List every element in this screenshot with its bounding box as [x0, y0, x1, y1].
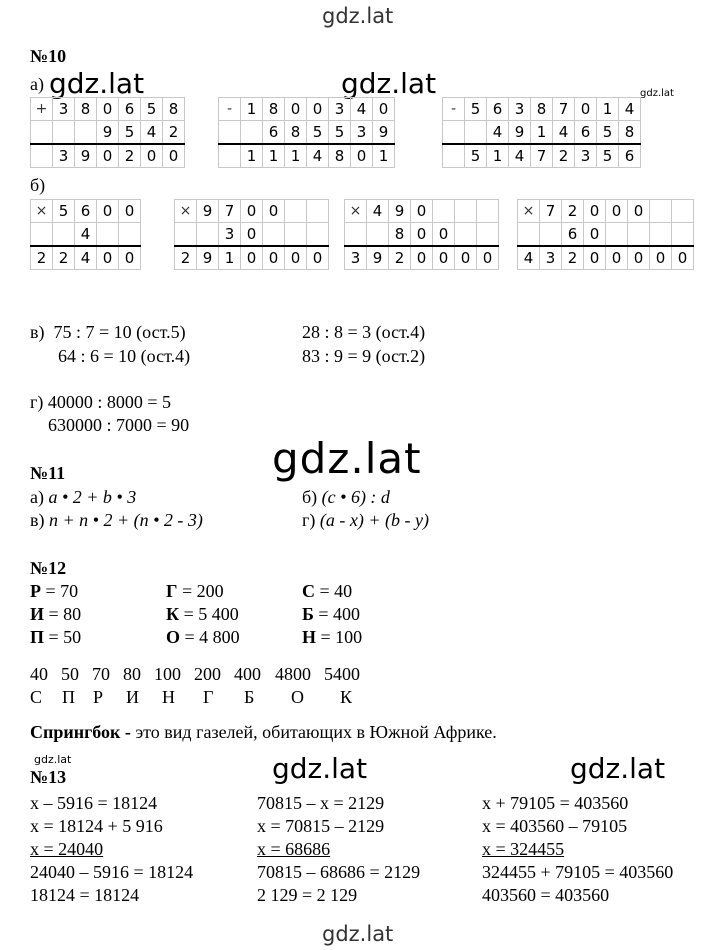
- expression-v: в) n + n • 2 + (n • 2 - 3): [30, 510, 203, 530]
- digit-cell: 0: [163, 144, 185, 168]
- digit-cell: [477, 223, 499, 247]
- digit-cell: [307, 200, 329, 223]
- problem-12-title: №12: [30, 558, 67, 578]
- digit-cell: 0: [241, 200, 263, 223]
- digit-cell: 8: [285, 121, 307, 145]
- digit-cell: 0: [307, 246, 329, 270]
- digit-cell: [518, 223, 540, 247]
- letter-value: О = 4 800: [166, 627, 240, 647]
- digit-cell: [241, 121, 263, 145]
- digit-cell: 6: [575, 121, 597, 145]
- digit-cell: 2: [389, 246, 411, 270]
- division-line: 83 : 9 = 9 (ост.2): [302, 346, 426, 366]
- decoded-letter: Р: [93, 687, 104, 707]
- digit-cell: 4: [307, 144, 329, 168]
- sorted-number: 80: [123, 664, 141, 684]
- digit-cell: 5: [465, 98, 487, 121]
- digit-cell: [31, 223, 53, 247]
- digit-cell: [75, 121, 97, 145]
- equation-answer: x = 24040: [30, 839, 104, 859]
- digit-cell: 2: [163, 121, 185, 145]
- digit-cell: 9: [389, 200, 411, 223]
- digit-cell: [97, 223, 119, 247]
- digit-cell: 2: [175, 246, 197, 270]
- digit-cell: [345, 223, 367, 247]
- watermark: gdz.lat: [34, 753, 72, 766]
- decoded-letter: Б: [244, 687, 255, 707]
- digit-cell: [119, 223, 141, 247]
- digit-cell: 6: [562, 223, 584, 247]
- division-line: 64 : 6 = 10 (ост.4): [58, 346, 191, 366]
- digit-cell: [307, 223, 329, 247]
- digit-cell: 0: [285, 246, 307, 270]
- equation-line: x + 79105 = 403560: [482, 793, 629, 813]
- digit-cell: [477, 200, 499, 223]
- digit-cell: 8: [619, 121, 641, 145]
- digit-cell: 0: [606, 200, 628, 223]
- digit-cell: [650, 223, 672, 247]
- equation-check: 18124 = 18124: [30, 885, 140, 905]
- operator-sign: -: [219, 98, 241, 121]
- watermark: gdz.lat: [570, 752, 666, 785]
- digit-cell: 1: [487, 144, 509, 168]
- digit-cell: 9: [97, 121, 119, 145]
- digit-cell: [443, 121, 465, 145]
- digit-cell: 2: [562, 246, 584, 270]
- digit-cell: 0: [97, 200, 119, 223]
- digit-cell: 1: [241, 144, 263, 168]
- digit-cell: 0: [628, 200, 650, 223]
- subtraction-column-2: [442, 97, 641, 168]
- digit-cell: 0: [307, 98, 329, 121]
- digit-cell: 0: [628, 246, 650, 270]
- part-a-label: а): [30, 74, 44, 94]
- digit-cell: [672, 223, 694, 247]
- digit-cell: 5: [307, 121, 329, 145]
- digit-cell: 1: [373, 144, 395, 168]
- watermark: gdz.lat: [272, 752, 368, 785]
- digit-cell: 0: [433, 246, 455, 270]
- digit-cell: 8: [263, 98, 285, 121]
- digit-cell: 0: [433, 223, 455, 247]
- equation-line: x = 70815 – 2129: [257, 816, 385, 836]
- digit-cell: 1: [241, 98, 263, 121]
- digit-cell: 9: [373, 121, 395, 145]
- operator-sign: ×: [31, 200, 53, 223]
- digit-cell: 3: [540, 246, 562, 270]
- operator-sign: ×: [175, 200, 197, 223]
- decoded-letter: И: [126, 687, 139, 707]
- decoded-letter: П: [62, 687, 75, 707]
- digit-cell: 1: [219, 246, 241, 270]
- digit-cell: 0: [97, 246, 119, 270]
- watermark: gdz.lat: [341, 67, 437, 100]
- digit-cell: 4: [619, 98, 641, 121]
- digit-cell: 0: [241, 246, 263, 270]
- digit-cell: 4: [75, 223, 97, 247]
- expression-a: а) a • 2 + b • 3: [30, 487, 137, 507]
- equation-check: 403560 = 403560: [482, 885, 610, 905]
- problem-10-title: №10: [30, 46, 67, 66]
- equation-line: x = 18124 + 5 916: [30, 816, 163, 836]
- digit-cell: 0: [285, 98, 307, 121]
- equation-line: x – 5916 = 18124: [30, 793, 158, 813]
- sorted-number: 200: [194, 664, 221, 684]
- digit-cell: [263, 223, 285, 247]
- digit-cell: 9: [197, 200, 219, 223]
- division-line: г) 40000 : 8000 = 5: [30, 392, 172, 412]
- sorted-number: 100: [154, 664, 181, 684]
- digit-cell: 1: [531, 121, 553, 145]
- digit-cell: 6: [619, 144, 641, 168]
- digit-cell: [53, 121, 75, 145]
- digit-cell: [672, 200, 694, 223]
- digit-cell: 3: [329, 98, 351, 121]
- watermark-large: gdz.lat: [272, 434, 422, 483]
- digit-cell: 3: [351, 121, 373, 145]
- digit-cell: 4: [141, 121, 163, 145]
- digit-cell: 4: [351, 98, 373, 121]
- digit-cell: 5: [465, 144, 487, 168]
- springbok-sentence: Спрингбок - это вид газелей, обитающих в Южной Африке.: [30, 722, 497, 742]
- letter-value: К = 5 400: [166, 604, 239, 624]
- digit-cell: [650, 200, 672, 223]
- digit-cell: 7: [540, 200, 562, 223]
- digit-cell: 6: [75, 200, 97, 223]
- digit-cell: [455, 200, 477, 223]
- decoded-letter: Г: [203, 687, 214, 707]
- decoded-letter: С: [30, 687, 43, 707]
- equation-check: 2 129 = 2 129: [257, 885, 358, 905]
- digit-cell: [31, 121, 53, 145]
- digit-cell: [31, 144, 53, 168]
- equation-line: x = 403560 – 79105: [482, 816, 628, 836]
- digit-cell: 0: [351, 144, 373, 168]
- digit-cell: 0: [455, 246, 477, 270]
- digit-cell: [455, 223, 477, 247]
- equation-line: 70815 – x = 2129: [257, 793, 385, 813]
- digit-cell: 3: [575, 144, 597, 168]
- division-line: в) 75 : 7 = 10 (ост.5): [30, 322, 186, 342]
- equation-check: 24040 – 5916 = 18124: [30, 862, 194, 882]
- digit-cell: 9: [367, 246, 389, 270]
- equation-answer: x = 324455: [482, 839, 565, 859]
- digit-cell: 4: [518, 246, 540, 270]
- digit-cell: 7: [531, 144, 553, 168]
- digit-cell: 0: [119, 246, 141, 270]
- digit-cell: 0: [650, 246, 672, 270]
- digit-cell: 7: [553, 98, 575, 121]
- digit-cell: 4: [509, 144, 531, 168]
- sorted-number: 50: [61, 664, 79, 684]
- sorted-number: 70: [92, 664, 110, 684]
- digit-cell: 8: [329, 144, 351, 168]
- digit-cell: 6: [487, 98, 509, 121]
- equation-check: 70815 – 68686 = 2129: [257, 862, 421, 882]
- letter-value: Б = 400: [302, 604, 361, 624]
- digit-cell: 9: [197, 246, 219, 270]
- digit-cell: 0: [411, 223, 433, 247]
- digit-cell: 5: [597, 144, 619, 168]
- digit-cell: 0: [606, 246, 628, 270]
- digit-cell: 3: [509, 98, 531, 121]
- digit-cell: 7: [219, 200, 241, 223]
- digit-cell: 5: [119, 121, 141, 145]
- digit-cell: [285, 200, 307, 223]
- letter-value: С = 40: [302, 581, 353, 601]
- digit-cell: 2: [119, 144, 141, 168]
- letter-value: Н = 100: [302, 627, 363, 647]
- letter-value: П = 50: [30, 627, 82, 647]
- digit-cell: 4: [553, 121, 575, 145]
- equation-answer: x = 68686: [257, 839, 331, 859]
- digit-cell: 3: [53, 144, 75, 168]
- digit-cell: 0: [263, 200, 285, 223]
- digit-cell: 1: [597, 98, 619, 121]
- decoded-letter: Н: [162, 687, 175, 707]
- digit-cell: 0: [119, 200, 141, 223]
- watermark-top: gdz.lat: [322, 4, 394, 28]
- digit-cell: 5: [329, 121, 351, 145]
- digit-cell: 8: [389, 223, 411, 247]
- operator-sign: ×: [518, 200, 540, 223]
- problem-11-title: №11: [30, 463, 66, 483]
- operator-sign: -: [443, 98, 465, 121]
- digit-cell: 0: [584, 246, 606, 270]
- digit-cell: 0: [141, 144, 163, 168]
- digit-cell: 4: [367, 200, 389, 223]
- digit-cell: 0: [477, 246, 499, 270]
- digit-cell: 0: [672, 246, 694, 270]
- division-line: 28 : 8 = 3 (ост.4): [302, 322, 426, 342]
- digit-cell: [175, 223, 197, 247]
- digit-cell: 6: [263, 121, 285, 145]
- digit-cell: 2: [562, 200, 584, 223]
- digit-cell: 1: [263, 144, 285, 168]
- digit-cell: 0: [411, 246, 433, 270]
- digit-cell: 5: [141, 98, 163, 121]
- letter-value: Р = 70: [30, 581, 79, 601]
- digit-cell: 8: [75, 98, 97, 121]
- digit-cell: 4: [487, 121, 509, 145]
- digit-cell: 3: [219, 223, 241, 247]
- digit-cell: 8: [163, 98, 185, 121]
- digit-cell: 0: [575, 98, 597, 121]
- multiplication-column-1: [30, 199, 141, 270]
- digit-cell: 5: [53, 200, 75, 223]
- digit-cell: 3: [53, 98, 75, 121]
- subtraction-column-1: [218, 97, 395, 168]
- digit-cell: 0: [584, 200, 606, 223]
- letter-value: Г = 200: [166, 581, 224, 601]
- multiplication-column-3: [344, 199, 499, 270]
- digit-cell: [540, 223, 562, 247]
- digit-cell: [197, 223, 219, 247]
- digit-cell: [628, 223, 650, 247]
- multiplication-column-4: [517, 199, 694, 270]
- problem-13-title: №13: [30, 767, 67, 787]
- digit-cell: [465, 121, 487, 145]
- operator-sign: +: [31, 98, 53, 121]
- decoded-letter: О: [291, 687, 304, 707]
- digit-cell: 2: [31, 246, 53, 270]
- digit-cell: 6: [119, 98, 141, 121]
- digit-cell: [53, 223, 75, 247]
- digit-cell: [367, 223, 389, 247]
- digit-cell: 8: [531, 98, 553, 121]
- digit-cell: 0: [97, 144, 119, 168]
- sorted-number: 5400: [324, 664, 360, 684]
- digit-cell: 0: [97, 98, 119, 121]
- decoded-letter: К: [340, 687, 353, 707]
- expression-b: б) (c • 6) : d: [302, 487, 390, 507]
- sorted-number: 400: [234, 664, 261, 684]
- watermark: gdz.lat: [49, 67, 145, 100]
- digit-cell: 0: [263, 246, 285, 270]
- watermark-bottom: gdz.lat: [322, 922, 394, 946]
- digit-cell: [219, 121, 241, 145]
- digit-cell: 1: [285, 144, 307, 168]
- multiplication-column-2: [174, 199, 329, 270]
- equation-check: 324455 + 79105 = 403560: [482, 862, 674, 882]
- expression-g: г) (a - x) + (b - y): [302, 510, 429, 530]
- digit-cell: 0: [373, 98, 395, 121]
- part-b-label: б): [30, 175, 46, 195]
- digit-cell: [606, 223, 628, 247]
- sorted-number: 4800: [275, 664, 311, 684]
- digit-cell: [285, 223, 307, 247]
- digit-cell: 0: [411, 200, 433, 223]
- digit-cell: 9: [509, 121, 531, 145]
- digit-cell: 0: [241, 223, 263, 247]
- digit-cell: 4: [75, 246, 97, 270]
- addition-column: [30, 97, 185, 168]
- watermark: gdz.lat: [640, 88, 674, 99]
- digit-cell: [433, 200, 455, 223]
- digit-cell: [219, 144, 241, 168]
- letter-value: И = 80: [30, 604, 82, 624]
- digit-cell: [443, 144, 465, 168]
- digit-cell: 2: [553, 144, 575, 168]
- digit-cell: 9: [75, 144, 97, 168]
- digit-cell: 5: [597, 121, 619, 145]
- digit-cell: 3: [345, 246, 367, 270]
- operator-sign: ×: [345, 200, 367, 223]
- sorted-number: 40: [30, 664, 48, 684]
- digit-cell: 2: [53, 246, 75, 270]
- digit-cell: 0: [584, 223, 606, 247]
- division-line: 630000 : 7000 = 90: [48, 415, 190, 435]
